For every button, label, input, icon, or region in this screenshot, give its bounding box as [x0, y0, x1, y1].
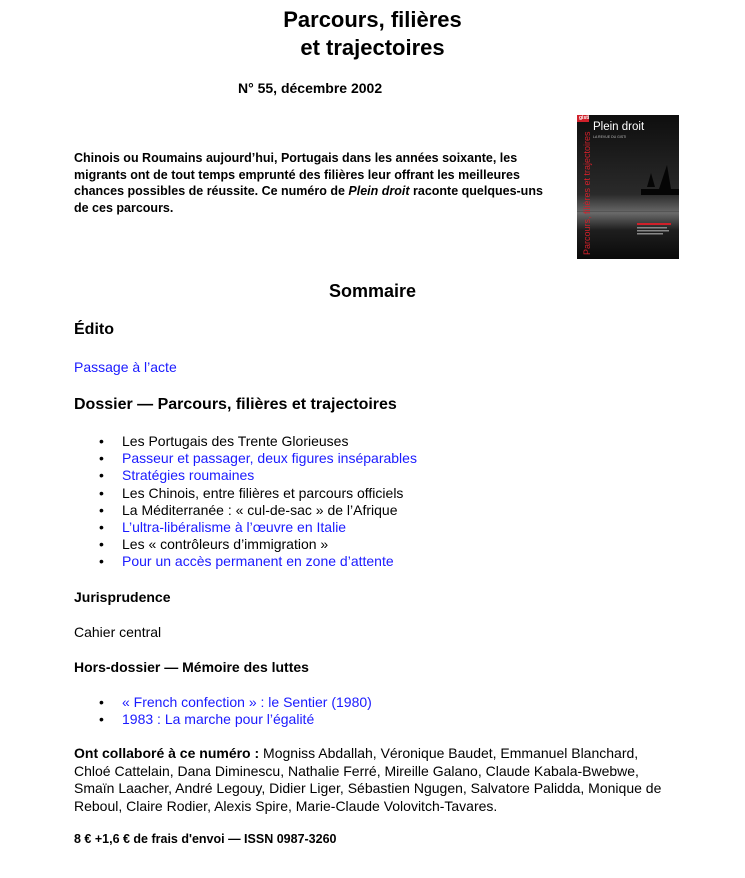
title-line-2: et trajectoires [300, 35, 445, 60]
title-line-1: Parcours, filières [283, 7, 462, 32]
dossier-item[interactable] [99, 519, 417, 536]
hors-dossier-link[interactable]: « French confection » : le Sentier (1980) [122, 694, 372, 710]
hors-dossier-item[interactable] [99, 694, 372, 711]
cover-publisher: gisti [579, 115, 590, 121]
dossier-link[interactable]: L’ultra-libéralisme à l’œuvre en Italie [122, 519, 347, 536]
cahier-central-text: Cahier central [74, 624, 162, 640]
intro-text-2: raconte quelques-uns de ces parcours. [74, 184, 543, 215]
dossier-heading: Dossier — Parcours, filières et trajectoires [74, 396, 397, 413]
issue-number: N° 55, décembre 2002 [238, 80, 383, 96]
intro-text-1: Chinois ou Roumains aujourd’hui, Portugais dans les années soixante, les migrants ont de tout temps emprunté des filières leur offrant les meilleures chances possibles de réussite. Ce numéro de [74, 151, 520, 198]
dossier-text: Les Portugais des Trente Glorieuses [122, 433, 349, 449]
dossier-item [99, 485, 417, 502]
sommaire-heading: Sommaire [328, 281, 417, 301]
cover-image [577, 115, 679, 259]
page-title [0, 6, 745, 62]
dossier-item[interactable] [99, 450, 417, 467]
collaborators-label: Ont collaboré à ce numéro : [74, 745, 260, 761]
dossier-list [99, 433, 417, 571]
cover-magazine-name: Plein droit [593, 121, 645, 133]
edito-link[interactable]: Passage à l’acte [74, 359, 177, 375]
dossier-text: Les Chinois, entre filières et parcours officiels [122, 484, 404, 501]
dossier-item[interactable] [99, 553, 417, 570]
hors-dossier-heading: Hors-dossier — Mémoire des luttes [74, 659, 309, 675]
intro-italic-title: Plein droit [348, 184, 410, 198]
cover-subtitle: LA REVUE DU GISTI [593, 135, 627, 139]
price-issn: 8 € +1,6 € de frais d'envoi — ISSN 0987-3260 [74, 832, 337, 846]
intro-paragraph [74, 150, 560, 216]
hors-dossier-item[interactable] [99, 711, 372, 728]
cover-vertical-title: Parcours, filières et trajectoires [582, 131, 592, 255]
dossier-link[interactable]: Stratégies roumaines [122, 467, 255, 484]
dossier-item [99, 433, 417, 450]
dossier-item [99, 502, 417, 519]
hors-dossier-link[interactable]: 1983 : La marche pour l’égalité [122, 711, 315, 728]
dossier-text: La Méditerranée : « cul-de-sac » de l’Afrique [122, 501, 398, 518]
collaborators-paragraph [74, 745, 674, 815]
collaborators-names: Mogniss Abdallah, Véronique Baudet, Emmanuel Blanchard, Chloé Cattelain, Dana Diminescu, Nathalie Ferré, Mireille Galano, Claude Kabala-Bwebwe, Smaïn Laacher, André Legouy, Didier Liger, Sébastien Ngugen, Salvatore Palidda, Monique de Reboul, Claire Rodier, Alexis Spire, Marie-Claude Volovitch-Tavares. [74, 745, 662, 814]
dossier-item[interactable] [99, 467, 417, 484]
dossier-link[interactable]: Pour un accès permanent en zone d’attente [122, 553, 394, 570]
dossier-item [99, 536, 417, 553]
jurisprudence-heading: Jurisprudence [74, 589, 171, 605]
edito-heading: Édito [74, 321, 114, 338]
hors-dossier-list [99, 694, 372, 728]
dossier-link[interactable]: Passeur et passager, deux figures inséparables [122, 450, 417, 467]
dossier-text: Les « contrôleurs d’immigration » [122, 536, 329, 553]
